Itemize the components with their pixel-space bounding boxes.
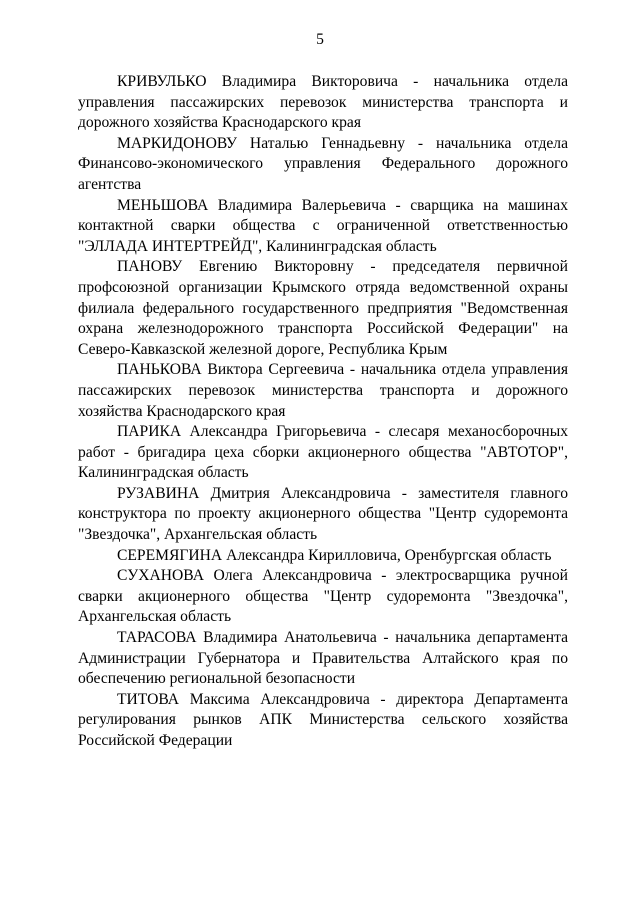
page-number: 5 [316, 31, 324, 48]
list-item: ПАРИКА Александра Григорьевича - слесаря механосборочных работ - бригадира цеха сборки акционерного общества "АВТОТОР", Калининградская область [78, 423, 568, 482]
award-list [78, 72, 568, 752]
list-item: СЕРЕМЯГИНА Александра Кирилловича, Оренбургская область [117, 546, 552, 564]
list-item: МАРКИДОНОВУ Наталью Геннадьевну - начальника отдела Финансово-экономического управления Федерального дорожного агентства [78, 134, 568, 193]
list-item: РУЗАВИНА Дмитрия Александровича - заместителя главного конструктора по проекту акционерного общества "Центр судоремонта "Звездочка", Архангельская область [78, 484, 568, 544]
list-item: ТАРАСОВА Владимира Анатольевича - начальника департамента Администрации Губернатора и Правительства Алтайского края по обеспечению региональной безопасности [78, 629, 568, 688]
list-item: ПАНЬКОВА Виктора Сергеевича - начальника отдела управления пассажирских перевозок министерства транспорта и дорожного хозяйства Краснодарского края [78, 361, 568, 420]
list-item: СУХАНОВА Олега Александровича - электросварщика ручной сварки акционерного общества "Центр судоремонта "Звездочка", Архангельская область [78, 567, 568, 626]
list-item: МЕНЬШОВА Владимира Валерьевича - сварщика на машинах контактной сварки общества с ограниченной ответственностью "ЭЛЛАДА ИНТЕРТРЕЙД", Калининградская область [78, 196, 568, 255]
list-item: КРИВУЛЬКО Владимира Викторовича - начальника отдела управления пассажирских перевозок министерства транспорта и дорожного хозяйства Краснодарского края [78, 73, 568, 132]
list-item: ПАНОВУ Евгению Викторовну - председателя первичной профсоюзной организации Крымского отряда ведомственной охраны филиала федерального государственного предприятия "Ведомственная охрана железнодорожного транспорта Российской Федерации" на Северо-Кавказской железной дороге, Республика Крым [78, 258, 568, 358]
list-item: ТИТОВА Максима Александровича - директора Департамента регулирования рынков АПК Министерства сельского хозяйства Российской Федерации [78, 690, 568, 749]
